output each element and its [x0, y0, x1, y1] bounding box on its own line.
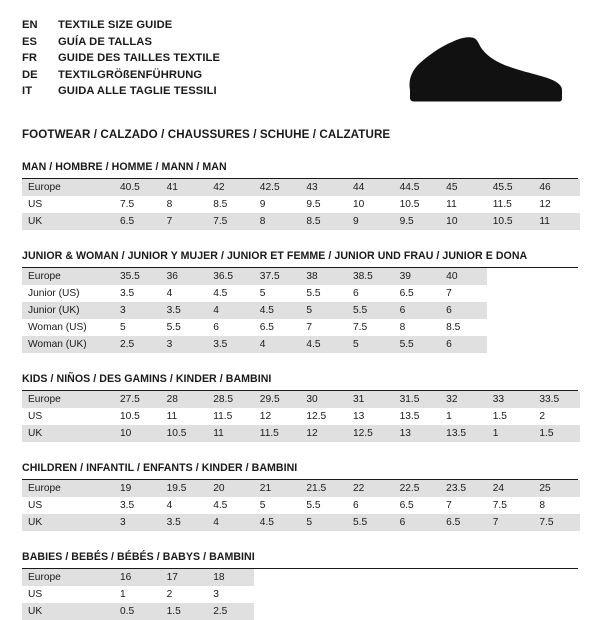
size-cell: 20: [207, 480, 254, 497]
table-row: [22, 569, 580, 586]
size-cell: [487, 302, 534, 319]
size-cell: 13: [352, 411, 365, 422]
size-table: [22, 179, 580, 230]
size-cell: 4: [207, 514, 254, 531]
size-cell: [254, 586, 301, 603]
size-cell: [487, 603, 534, 620]
size-cell: 11: [533, 213, 580, 230]
size-cell: 3.5: [120, 500, 135, 511]
size-cell: 6: [440, 302, 487, 319]
size-cell: 6: [440, 336, 487, 353]
size-cell: 45: [440, 179, 487, 196]
row-label: UK: [22, 425, 114, 442]
size-cell: 4.5: [254, 302, 301, 319]
size-table: [22, 268, 580, 353]
size-cell: 46: [533, 179, 580, 196]
size-cell: 1: [120, 589, 126, 600]
size-cell: [533, 319, 580, 336]
language-code: IT: [22, 85, 33, 98]
size-cell: 24: [487, 480, 534, 497]
size-cell: 4: [166, 288, 173, 299]
size-cell: [254, 603, 301, 620]
size-cell: 8: [539, 500, 546, 511]
size-table: [22, 569, 580, 620]
size-cell: 5: [259, 500, 266, 511]
size-cell: 10.5: [399, 199, 420, 210]
size-cell: 5.5: [306, 500, 321, 511]
size-cell: [533, 302, 580, 319]
size-cell: 40.5: [114, 179, 161, 196]
size-cell: 7: [446, 500, 452, 511]
size-cell: 12: [539, 199, 551, 210]
table-row: [22, 336, 580, 353]
size-cell: 12.5: [306, 411, 327, 422]
size-cell: 5.5: [166, 322, 181, 333]
size-cell: 5.5: [347, 302, 394, 319]
table-row: [22, 586, 580, 603]
row-label: Junior (UK): [22, 302, 114, 319]
size-cell: [347, 586, 394, 603]
size-cell: 36.5: [207, 268, 254, 285]
language-code: EN: [22, 19, 38, 31]
size-cell: 21.5: [300, 480, 347, 497]
row-label: Junior (US): [28, 288, 80, 299]
size-cell: 13: [394, 425, 441, 442]
size-cell: 4.5: [300, 336, 347, 353]
table-row: [22, 603, 580, 620]
row-label: Europe: [22, 391, 114, 408]
size-table: [22, 480, 580, 531]
row-label: US: [28, 411, 43, 422]
size-cell: 6.5: [259, 322, 274, 333]
language-title: GUÍA DE TALLAS: [58, 35, 153, 48]
size-cell: 1: [487, 425, 534, 442]
size-block-children: [22, 462, 578, 531]
language-row: [22, 68, 220, 85]
size-cell: 6.5: [399, 500, 414, 511]
size-cell: 3: [114, 514, 161, 531]
size-cell: 5.5: [306, 288, 321, 299]
dress-shoe-silhouette-icon: [390, 30, 570, 106]
row-label: Woman (US): [28, 322, 87, 333]
table-row: [22, 408, 580, 425]
size-cell: 10.5: [120, 411, 140, 422]
size-cell: [347, 569, 394, 586]
size-cell: [487, 319, 534, 336]
size-cell: 5: [347, 336, 394, 353]
size-cell: 2: [166, 589, 173, 600]
size-cell: 35.5: [114, 268, 161, 285]
size-cell: 1: [446, 411, 452, 422]
size-cell: 5: [300, 514, 347, 531]
size-cell: [487, 586, 534, 603]
table-row: [22, 179, 580, 196]
size-cell: 38: [300, 268, 347, 285]
size-cell: 18: [207, 569, 254, 586]
size-cell: [487, 285, 534, 302]
size-cell: 9: [347, 213, 394, 230]
size-block-kids: [22, 373, 578, 442]
language-title: TEXTILE SIZE GUIDE: [58, 19, 173, 31]
size-cell: 1.5: [161, 603, 208, 620]
row-label: UK: [22, 603, 114, 620]
language-title: GUIDE DES TAILLES TEXTILE: [58, 52, 221, 65]
size-cell: 27.5: [114, 391, 161, 408]
size-cell: 7.5: [533, 514, 580, 531]
size-cell: 8: [399, 322, 406, 333]
size-cell: 10.5: [487, 213, 534, 230]
size-cell: 12: [300, 425, 347, 442]
size-cell: 4: [254, 336, 301, 353]
language-code: ES: [22, 35, 38, 48]
size-cell: [300, 603, 347, 620]
table-row: [22, 196, 580, 213]
size-cell: 3: [161, 336, 208, 353]
size-cell: 4: [166, 500, 173, 511]
size-cell: 3: [114, 302, 161, 319]
row-label: Europe: [22, 569, 114, 586]
size-cell: 29.5: [254, 391, 301, 408]
size-cell: 6.5: [399, 288, 414, 299]
size-cell: 17: [161, 569, 208, 586]
size-cell: 7: [446, 288, 452, 299]
language-title: TEXTILGRÖßENFÜHRUNG: [58, 68, 203, 81]
size-cell: 32: [440, 391, 487, 408]
size-cell: 11: [166, 411, 178, 422]
size-cell: [533, 336, 580, 353]
size-cell: 8.5: [446, 322, 461, 333]
size-cell: 11.5: [254, 425, 301, 442]
size-cell: 12.5: [347, 425, 394, 442]
size-cell: 2.5: [207, 603, 254, 620]
size-block-title: MAN / HOMBRE / HOMME / MANN / MAN: [22, 161, 578, 179]
size-cell: 44.5: [394, 179, 441, 196]
size-cell: 22: [347, 480, 394, 497]
table-row: [22, 391, 580, 408]
size-table: [22, 391, 580, 442]
size-cell: 28: [161, 391, 208, 408]
size-cell: 8.5: [300, 213, 347, 230]
size-cell: 33.5: [533, 391, 580, 408]
size-cell: 5: [259, 288, 266, 299]
table-row: [22, 319, 580, 336]
table-row: [22, 480, 580, 497]
size-cell: 7: [161, 213, 208, 230]
size-cell: 43: [300, 179, 347, 196]
size-cell: [394, 603, 441, 620]
size-cell: 5.5: [394, 336, 441, 353]
size-cell: 1.5: [533, 425, 580, 442]
size-cell: 39: [394, 268, 441, 285]
table-row: [22, 285, 580, 302]
size-cell: 5.5: [347, 514, 394, 531]
size-block-man: [22, 161, 578, 230]
size-cell: 2.5: [114, 336, 161, 353]
size-block-babies: [22, 551, 578, 620]
size-block-title: JUNIOR & WOMAN / JUNIOR Y MUJER / JUNIOR ET FEMME / JUNIOR UND FRAU / JUNIOR E DONA: [22, 250, 578, 268]
row-label: Europe: [22, 480, 114, 497]
size-cell: 6: [394, 514, 441, 531]
size-cell: [487, 336, 534, 353]
table-row: [22, 213, 580, 230]
row-label: US: [28, 500, 43, 511]
size-cell: 6.5: [114, 213, 161, 230]
size-cell: 4.5: [213, 500, 228, 511]
size-cell: 9: [259, 199, 266, 210]
row-label: US: [28, 199, 43, 210]
row-label: Europe: [22, 179, 114, 196]
size-cell: [533, 586, 580, 603]
size-cell: [440, 603, 487, 620]
size-cell: 23.5: [440, 480, 487, 497]
size-cell: 6: [352, 500, 359, 511]
row-label: Woman (UK): [22, 336, 114, 353]
size-cell: 38.5: [347, 268, 394, 285]
language-row: [22, 35, 220, 52]
size-cell: 11: [207, 425, 254, 442]
size-cell: 10: [114, 425, 161, 442]
size-cell: 9.5: [306, 199, 321, 210]
size-cell: 7.5: [120, 199, 135, 210]
size-cell: 28.5: [207, 391, 254, 408]
size-cell: [533, 603, 580, 620]
size-block-title: CHILDREN / INFANTIL / ENFANTS / KINDER / BAMBINI: [22, 462, 578, 480]
size-cell: [394, 586, 441, 603]
size-cell: 16: [114, 569, 161, 586]
size-cell: 8.5: [213, 199, 228, 210]
size-cell: 13.5: [399, 411, 420, 422]
size-cell: 40: [440, 268, 487, 285]
size-cell: 11.5: [492, 199, 512, 210]
size-cell: 7.5: [352, 322, 368, 333]
size-cell: 5: [120, 322, 126, 333]
size-cell: 22.5: [394, 480, 441, 497]
size-cell: 44: [347, 179, 394, 196]
size-cell: 6: [394, 302, 441, 319]
size-cell: 5: [300, 302, 347, 319]
size-cell: 10: [440, 213, 487, 230]
size-cell: [533, 569, 580, 586]
size-cell: 41: [161, 179, 208, 196]
language-list: [22, 18, 220, 101]
size-cell: 6.5: [440, 514, 487, 531]
size-cell: [347, 603, 394, 620]
category-title: FOOTWEAR / CALZADO / CHAUSSURES / SCHUHE / CALZATURE: [22, 128, 391, 141]
header: [22, 18, 578, 122]
size-cell: 3.5: [207, 336, 254, 353]
size-cell: 3.5: [161, 514, 208, 531]
language-code: DE: [22, 68, 38, 81]
table-row: [22, 425, 580, 442]
size-cell: 19.5: [161, 480, 208, 497]
size-cell: [300, 569, 347, 586]
size-cell: 3.5: [161, 302, 208, 319]
size-cell: 4: [207, 302, 254, 319]
size-cell: 7.5: [492, 500, 507, 511]
language-code: FR: [22, 52, 38, 65]
size-cell: [533, 285, 580, 302]
size-block-junior-woman: [22, 250, 578, 353]
size-cell: 31.5: [394, 391, 441, 408]
size-cell: 10.5: [161, 425, 208, 442]
size-cell: 21: [254, 480, 301, 497]
size-cell: 10: [352, 199, 365, 210]
table-row: [22, 268, 580, 285]
language-row: [22, 18, 220, 35]
size-cell: 13.5: [440, 425, 487, 442]
size-block-title: BABIES / BEBÉS / BÉBÉS / BABYS / BAMBINI: [22, 551, 578, 569]
size-cell: 9.5: [394, 213, 441, 230]
size-cell: 1.5: [492, 411, 507, 422]
row-label: Europe: [22, 268, 114, 285]
size-cell: 25: [533, 480, 580, 497]
size-cell: 3.5: [120, 288, 135, 299]
size-block-title: KIDS / NIÑOS / DES GAMINS / KINDER / BAMBINI: [22, 373, 578, 391]
size-cell: 31: [347, 391, 394, 408]
size-cell: 42: [207, 179, 254, 196]
size-cell: [440, 569, 487, 586]
size-cell: 2: [539, 411, 546, 422]
size-cell: 8: [166, 199, 173, 210]
language-row: [22, 84, 220, 101]
size-cell: [533, 268, 580, 285]
size-cell: [254, 569, 301, 586]
size-cell: 45.5: [487, 179, 534, 196]
size-cell: [487, 569, 534, 586]
size-cell: 11: [446, 199, 457, 210]
size-cell: 19: [114, 480, 161, 497]
size-cell: [440, 586, 487, 603]
size-cell: 8: [254, 213, 301, 230]
row-label: US: [28, 589, 43, 600]
language-row: [22, 51, 220, 68]
size-cell: 3: [213, 589, 219, 600]
table-row: [22, 514, 580, 531]
size-cell: [487, 268, 534, 285]
size-cell: 7: [306, 322, 313, 333]
size-cell: [300, 586, 347, 603]
table-row: [22, 497, 580, 514]
size-cell: 0.5: [114, 603, 161, 620]
size-cell: 42.5: [254, 179, 301, 196]
size-cell: 36: [161, 268, 208, 285]
size-blocks: [22, 161, 578, 620]
row-label: UK: [22, 514, 114, 531]
size-cell: 6: [213, 322, 219, 333]
size-cell: 7.5: [207, 213, 254, 230]
row-label: UK: [22, 213, 114, 230]
size-cell: 7: [487, 514, 534, 531]
table-row: [22, 302, 580, 319]
size-cell: 12: [259, 411, 272, 422]
size-cell: 4.5: [254, 514, 301, 531]
language-title: GUIDA ALLE TAGLIE TESSILI: [58, 85, 217, 98]
size-cell: 4.5: [213, 288, 228, 299]
size-cell: 30: [300, 391, 347, 408]
size-cell: 6: [352, 288, 359, 299]
size-cell: 33: [487, 391, 534, 408]
size-cell: [394, 569, 441, 586]
size-cell: 37.5: [254, 268, 301, 285]
size-cell: 11.5: [213, 411, 233, 422]
